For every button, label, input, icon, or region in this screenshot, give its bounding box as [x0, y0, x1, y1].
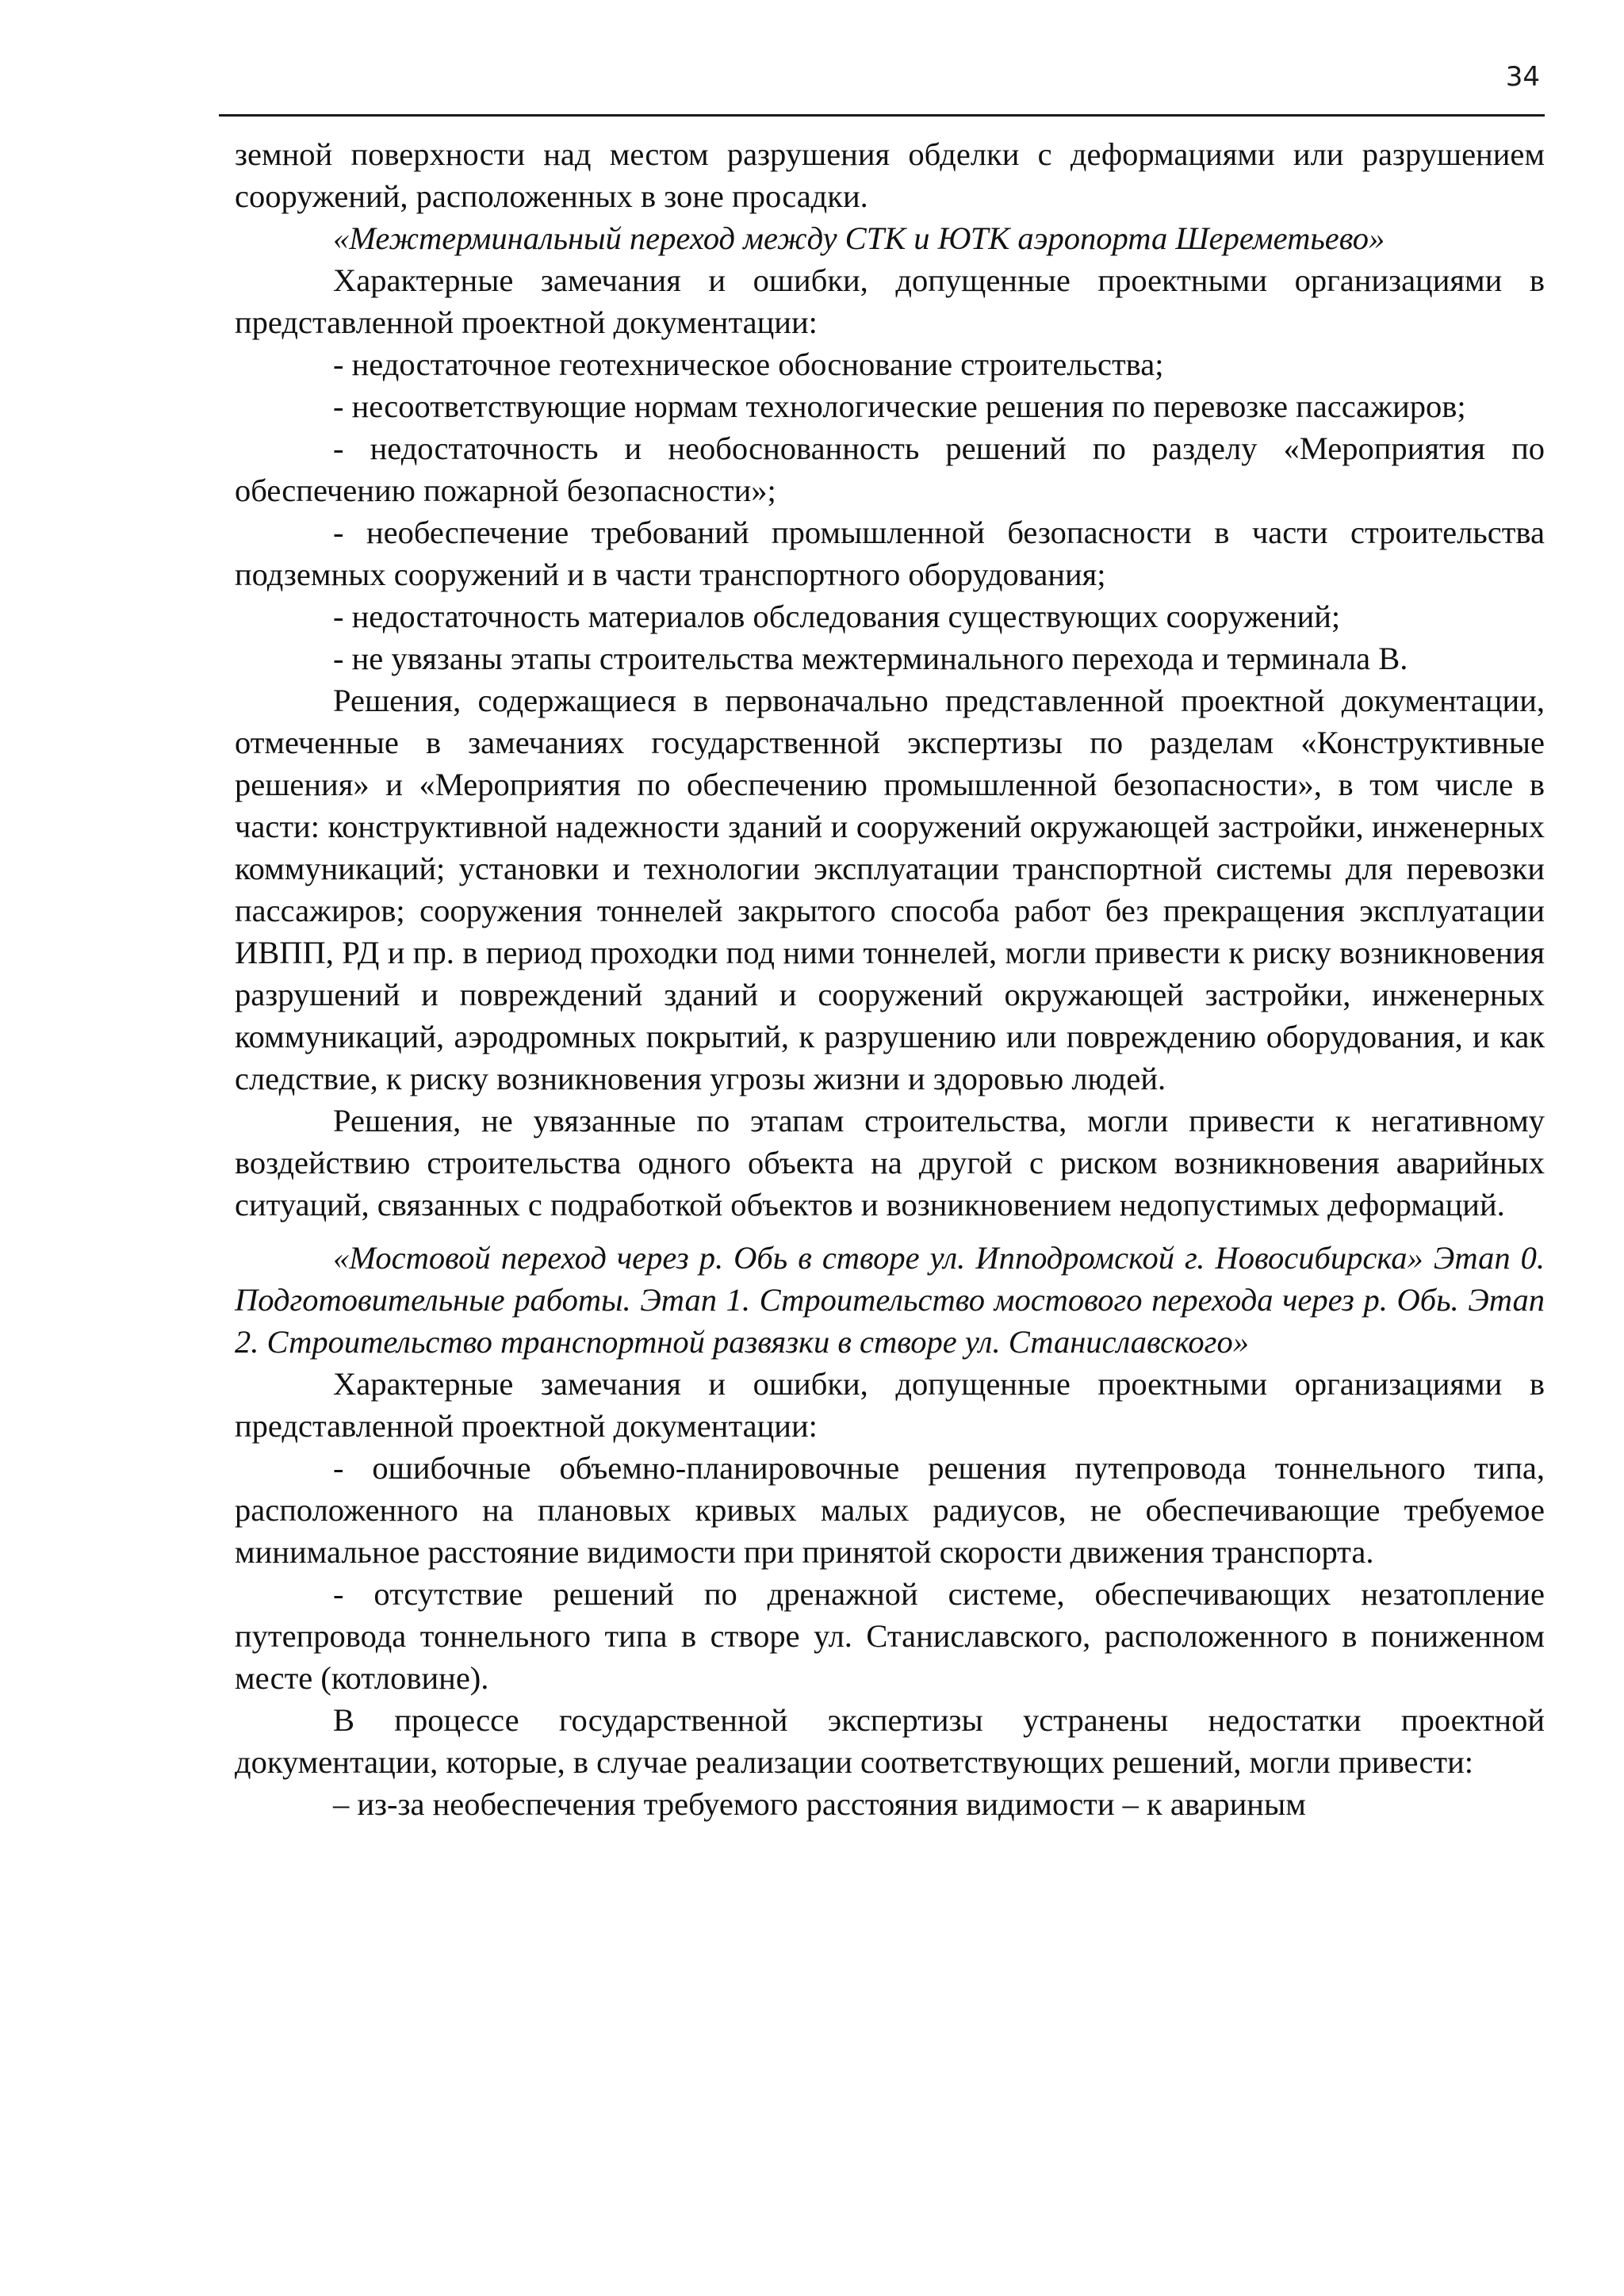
document-body: [235, 133, 1545, 1825]
list-item: - не увязаны этапы строительства межтерминального перехода и терминала В.: [333, 641, 1408, 676]
list-item: - недостаточность материалов обследования существующих сооружений;: [333, 599, 1341, 634]
page-number: 34: [1505, 61, 1540, 93]
paragraph: Характерные замечания и ошибки, допущенные проектными организациями в представленной проектной документации:: [235, 262, 1545, 340]
paragraph: Характерные замечания и ошибки, допущенные проектными организациями в представленной проектной документации:: [235, 1366, 1545, 1444]
list-item: - отсутствие решений по дренажной системе, обеспечивающих незатопление путепровода тоннельного типа в створе ул. Станиславского, расположенного в пониженном месте (котловине).: [235, 1576, 1545, 1696]
section-heading-bridge-crossing: «Мостовой переход через р. Обь в створе ул. Ипподромской г. Новосибирска» Этап 0. Подготовительные работы. Этап 1. Строительство мостового перехода через р. Обь. Этап 2. Строительство транспортной развязки в створе ул. Станиславского»: [235, 1240, 1545, 1360]
paragraph: земной поверхности над местом разрушения обделки с деформациями или разрушением сооружений, расположенных в зоне просадки.: [235, 136, 1545, 214]
list-item: - несоответствующие нормам технологические решения по перевозке пассажиров;: [333, 388, 1466, 424]
paragraph: В процессе государственной экспертизы устранены недостатки проектной документации, которые, в случае реализации соответствующих решений, могли привести:: [235, 1702, 1545, 1780]
list-item: - недостаточность и необоснованность решений по разделу «Мероприятия по обеспечению пожарной безопасности»;: [235, 430, 1545, 508]
list-item: - необеспечение требований промышленной безопасности в части строительства подземных сооружений и в части транспортного оборудования;: [235, 515, 1545, 592]
paragraph: Решения, не увязанные по этапам строительства, могли привести к негативному воздействию строительства одного объекта на другой с риском возникновения аварийных ситуаций, связанных с подработкой объектов и возникновением недопустимых деформаций.: [235, 1103, 1545, 1223]
header-rule: [219, 114, 1545, 117]
section-heading-intertermal-passage: «Межтерминальный переход между СТК и ЮТК аэропорта Шереметьево»: [333, 220, 1385, 256]
list-item: – из-за необеспечения требуемого расстояния видимости – к авариным: [333, 1786, 1306, 1822]
list-item: - ошибочные объемно-планировочные решения путепровода тоннельного типа, расположенного на плановых кривых малых радиусов, не обеспечивающие требуемое минимальное расстояние видимости при принятой скорости движения транспорта.: [235, 1450, 1545, 1570]
paragraph: Решения, содержащиеся в первоначально представленной проектной документации, отмеченные в замечаниях государственной экспертизы по разделам «Конструктивные решения» и «Мероприятия по обеспечению промышленной безопасности», в том числе в части: конструктивной надежности зданий и сооружений окружающей застройки, инженерных коммуникаций; установки и технологии эксплуатации транспортной системы для перевозки пассажиров; сооружения тоннелей закрытого способа работ без прекращения эксплуатации ИВПП, РД и пр. в период проходки под ними тоннелей, могли привести к риску возникновения разрушений и повреждений зданий и сооружений окружающей застройки, инженерных коммуникаций, аэродромных покрытий, к разрушению или повреждению оборудования, и как следствие, к риску возникновения угрозы жизни и здоровью людей.: [235, 683, 1545, 1096]
list-item: - недостаточное геотехническое обоснование строительства;: [333, 346, 1164, 382]
